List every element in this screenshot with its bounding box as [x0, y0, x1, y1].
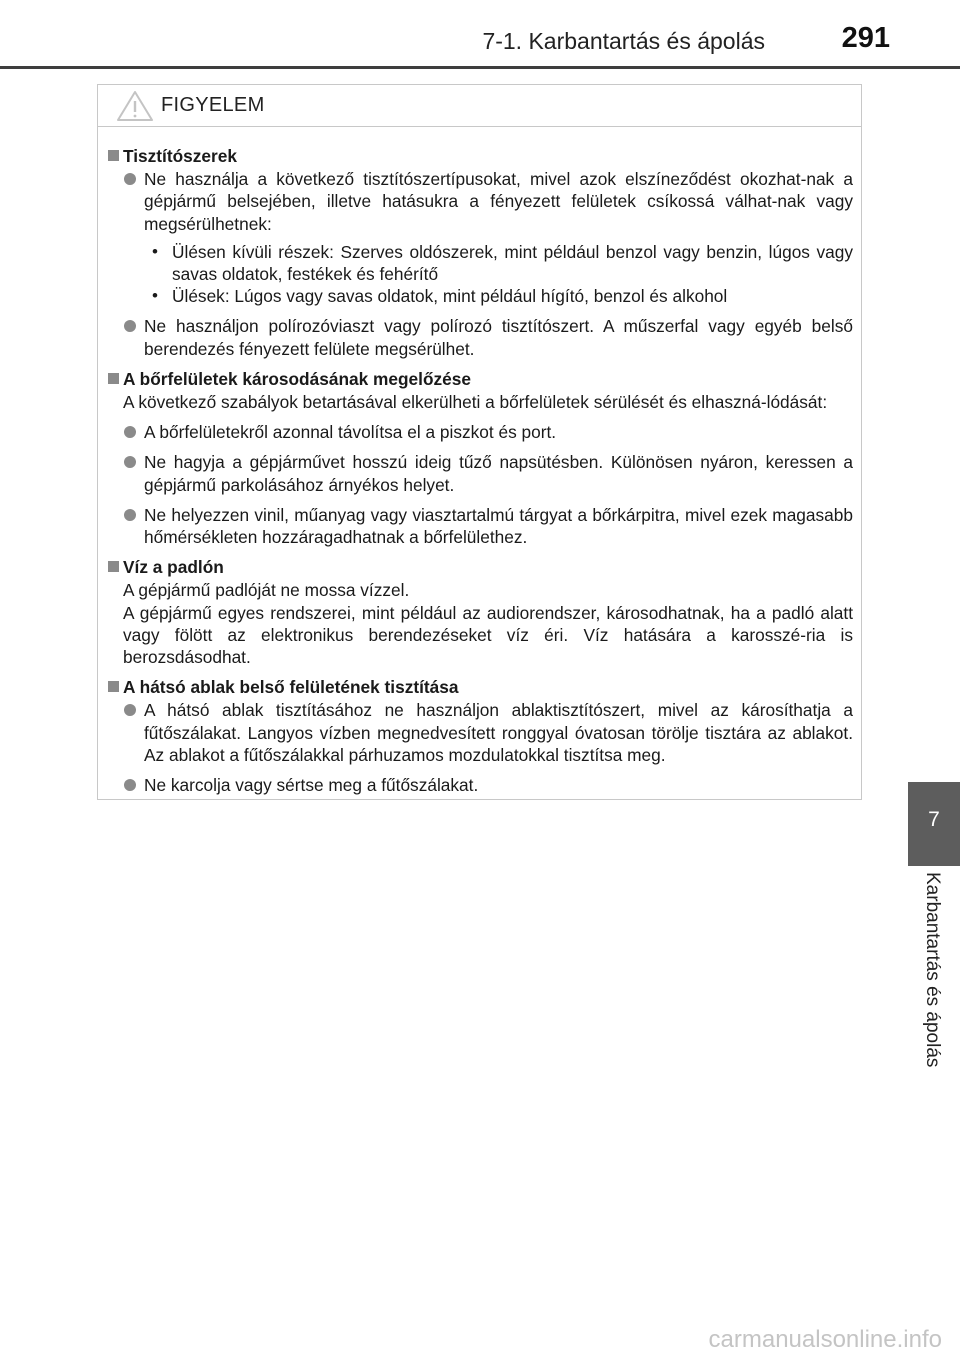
- round-bullet-icon: [124, 779, 136, 791]
- warning-body: [98, 127, 861, 796]
- square-bullet-icon: [108, 561, 119, 572]
- section-rear-window: [108, 676, 853, 796]
- warning-header: [98, 85, 861, 127]
- section-heading: A hátsó ablak belső felületének tisztítása: [108, 676, 853, 698]
- dot-icon: •: [152, 241, 158, 261]
- chapter-label-text: Karbantartás és ápolás: [922, 872, 943, 1068]
- page-number: 291: [841, 22, 890, 54]
- round-bullet-icon: [124, 509, 136, 521]
- watermark: carmanualsonline.info: [708, 1326, 942, 1353]
- square-bullet-icon: [108, 150, 119, 161]
- round-bullet-icon: [124, 704, 136, 716]
- round-bullet-icon: [124, 320, 136, 332]
- header-rule: [0, 66, 960, 69]
- sub-list-item: • Ülésen kívüli részek: Szerves oldószerek, mint például benzol vagy benzin, lúgos vagy savas oldatok, festékek és fehérítő: [152, 241, 853, 285]
- round-bullet-icon: [124, 173, 136, 185]
- section-leather: [108, 368, 853, 548]
- list-item: Ne karcolja vagy sértse meg a fűtőszálakat.: [108, 774, 853, 796]
- chapter-tab: [908, 782, 960, 866]
- square-bullet-icon: [108, 373, 119, 384]
- paragraph: A következő szabályok betartásával elkerülheti a bőrfelületek sérülését és elhaszná-lódását:: [123, 392, 828, 413]
- list-item: Ne használja a következő tisztítószertípusokat, mivel azok elszíneződést okozhat-nak a gépjármű belsejében, illetve hatásukra a fényezett felületek csíkossá válhat-nak vagy megsérülhetnek: • Ülésen kívüli részek: Szerves oldószerek, mint például benzol vagy benzin, lúgos vagy savas oldatok, festékek és fehérítő • Ülések: Lúgos vagy savas oldatok, mint például hígító, benzol és alkohol: [108, 168, 853, 307]
- warning-triangle-icon: [116, 90, 154, 122]
- chapter-number: 7: [928, 808, 940, 831]
- page-header: [0, 0, 960, 68]
- sub-list: [144, 241, 853, 308]
- list-item: Ne helyezzen vinil, műanyag vagy viasztartalmú tárgyat a bőrkárpitra, mivel ezek magasabb hőmérsékleten hozzáragadhatnak a bőrfelülethez.: [108, 504, 853, 548]
- list-item: Ne használjon polírozóviaszt vagy polírozó tisztítószert. A műszerfal vagy egyéb belső berendezés fényezett felülete megsérülhet.: [108, 315, 853, 359]
- section-cleaners: [108, 145, 853, 360]
- round-bullet-icon: [124, 456, 136, 468]
- section-floor: [108, 556, 853, 668]
- round-bullet-icon: [124, 426, 136, 438]
- paragraph: A gépjármű egyes rendszerei, mint például az audiorendszer, károsodhatnak, ha a padló alatt vagy fölött az elektronikus berendezéseket víz éri. Víz hatására a karosszé-ria is berozsdásodhat.: [123, 602, 853, 668]
- list-item: Ne hagyja a gépjárművet hosszú ideig tűző napsütésben. Különösen nyáron, keressen a gépjármű parkolásához árnyékos helyet.: [108, 451, 853, 495]
- sub-list-item: • Ülések: Lúgos vagy savas oldatok, mint például hígító, benzol és alkohol: [152, 286, 728, 307]
- section-heading: Víz a padlón: [108, 556, 853, 578]
- warning-box: [97, 84, 862, 800]
- warning-title: FIGYELEM: [161, 94, 265, 116]
- section-heading: A bőrfelületek károsodásának megelőzése: [108, 368, 853, 390]
- dot-icon: •: [152, 286, 158, 306]
- section-title: 7-1. Karbantartás és ápolás: [482, 28, 765, 54]
- section-heading: Tisztítószerek: [108, 145, 853, 167]
- square-bullet-icon: [108, 681, 119, 692]
- list-item: A bőrfelületekről azonnal távolítsa el a piszkot és port.: [108, 421, 853, 443]
- list-item: A hátsó ablak tisztításához ne használjon ablaktisztítószert, mivel az károsíthatja a fűtőszálakat. Langyos vízben megnedvesített ronggyal óvatosan törölje tisztára az ablakot. Az ablakot a fűtőszálakkal párhuzamos mozdulatokkal tisztítsa meg.: [108, 699, 853, 766]
- paragraph: A gépjármű padlóját ne mossa vízzel.: [123, 580, 410, 601]
- chapter-label: [918, 872, 948, 1102]
